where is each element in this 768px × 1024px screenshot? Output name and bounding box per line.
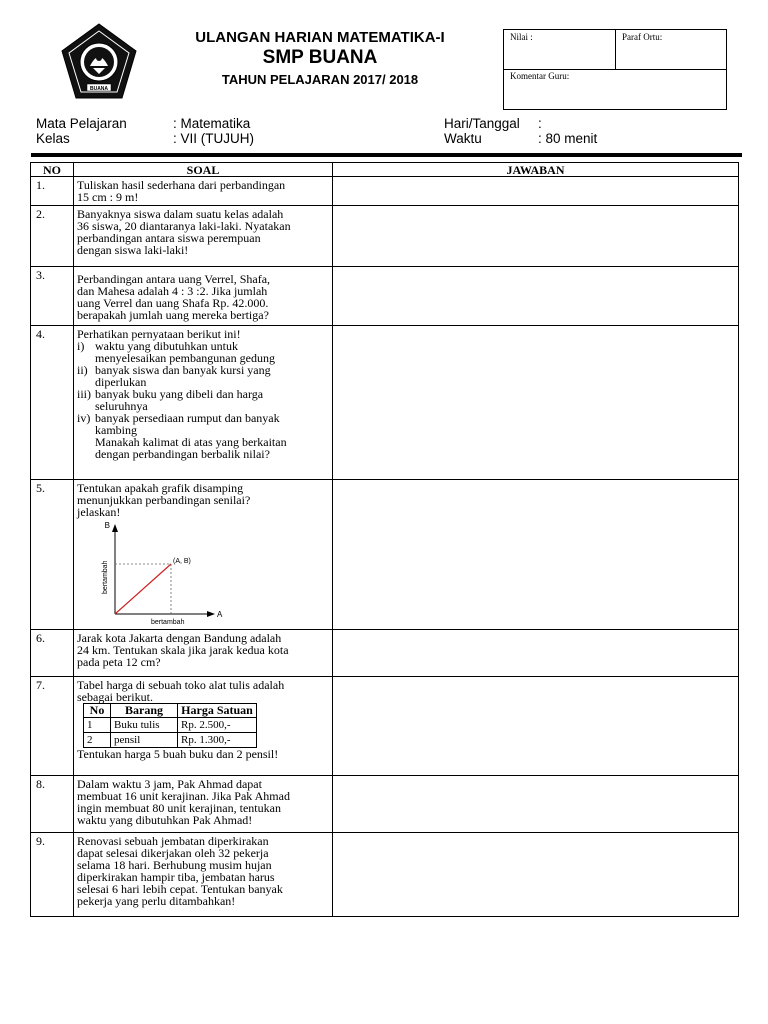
subject-label: Mata Pelajaran — [36, 116, 127, 131]
title-line-1: ULANGAN HARIAN MATEMATIKA-I — [195, 29, 445, 46]
teacher-comment-field[interactable]: Komentar Guru: — [510, 71, 570, 81]
day-label: Hari/Tanggal — [444, 116, 520, 131]
question-table — [30, 162, 739, 917]
table-row — [31, 677, 739, 776]
school-year: TAHUN PELAJARAN 2017/ 2018 — [221, 72, 419, 87]
answer-cell[interactable] — [333, 630, 739, 677]
question-number: 3. — [31, 267, 74, 326]
graph-x-axis-label: A — [217, 610, 223, 619]
question-number: 5. — [31, 480, 74, 630]
question-text: Tabel harga di sebuah toko alat tulis adalah sebagai berikut. No Barang Harga Satuan 1 Buku tulis Rp. 2.500,- 2 pensil Rp. 1.300,- Tentukan harga 5 buah buku dan 2 pensil! — [74, 677, 333, 776]
table-row — [31, 326, 739, 480]
school-name: SMP BUANA — [262, 47, 378, 68]
table-row — [31, 177, 739, 206]
price-row: 1 Buku tulis Rp. 2.500,- — [84, 718, 257, 733]
question-text: Banyaknya siswa dalam suatu kelas adalah 36 siswa, 20 diantaranya laki-laki. Nyatakan perbandingan antara siswa perempuan dengan siswa laki-laki! — [74, 206, 333, 267]
graph-y-caption: bertambah — [102, 560, 109, 594]
question-number: 1. — [31, 177, 74, 206]
question-text: Dalam waktu 3 jam, Pak Ahmad dapat membuat 16 unit kerajinan. Jika Pak Ahmad ingin membuat 80 unit kerajinan, tentukan waktu yang dibutuhkan Pak Ahmad! — [74, 776, 333, 833]
proportion-graph — [79, 518, 229, 626]
graph-y-axis-label: B — [104, 521, 110, 530]
table-row — [31, 480, 739, 630]
question-number: 2. — [31, 206, 74, 267]
answer-cell[interactable] — [333, 267, 739, 326]
subject-value: : Matematika — [173, 116, 251, 131]
question-number: 6. — [31, 630, 74, 677]
graph-line — [115, 564, 171, 614]
answer-cell[interactable] — [333, 206, 739, 267]
table-row — [31, 630, 739, 677]
nilai-field[interactable]: Nilai : — [510, 32, 533, 42]
class-value: : VII (TUJUH) — [173, 131, 254, 146]
time-value: : 80 menit — [538, 131, 598, 146]
graph-point-label: (A, B) — [173, 558, 191, 565]
question-number: 9. — [31, 833, 74, 917]
table-row — [31, 833, 739, 917]
svg-text:BUANA: BUANA — [89, 86, 109, 92]
header-divider — [31, 153, 742, 157]
question-number: 8. — [31, 776, 74, 833]
col-header-no: NO — [31, 163, 74, 177]
price-table: No Barang Harga Satuan 1 Buku tulis Rp. 2.500,- 2 pensil Rp. 1.300,- — [83, 703, 257, 748]
question-text: Perhatikan pernyataan berikut ini! i) waktu yang dibutuhkan untuk menyelesaikan pembangunan gedung ii) banyak siswa dan banyak kursi yang diperlukan iii) banyak buku yang dibeli dan harga seluruhnya iv) banyak persediaan rumput dan banyak kambing Manakah kalimat di atas yang berkaitan dengan perbandingan berbalik nilai? — [74, 326, 333, 480]
question-number: 7. — [31, 677, 74, 776]
col-header-soal: SOAL — [74, 163, 333, 177]
table-row — [31, 776, 739, 833]
question-text: Tentukan apakah grafik disamping menunjukkan perbandingan senilai? jelaskan! B A (A, B) bertambah bertambah — [74, 480, 333, 630]
graph-x-caption: bertambah — [151, 619, 185, 626]
answer-cell[interactable] — [333, 177, 739, 206]
answer-cell[interactable] — [333, 677, 739, 776]
table-row — [31, 267, 739, 326]
question-text: Perbandingan antara uang Verrel, Shafa, dan Mahesa adalah 4 : 3 :2. Jika jumlah uang Verrel dan uang Shafa Rp. 42.000. berapakah jumlah uang mereka bertiga? — [74, 267, 333, 326]
question-number: 4. — [31, 326, 74, 480]
exam-title — [150, 28, 490, 89]
question-text: Jarak kota Jakarta dengan Bandung adalah 24 km. Tentukan skala jika jarak kedua kota pada peta 12 cm? — [74, 630, 333, 677]
col-header-jawaban: JAWABAN — [333, 163, 739, 177]
exam-info — [36, 116, 736, 146]
grade-box — [503, 29, 727, 110]
answer-cell[interactable] — [333, 833, 739, 917]
day-value: : — [538, 116, 542, 131]
class-label: Kelas — [36, 131, 70, 146]
answer-cell[interactable] — [333, 480, 739, 630]
table-row — [31, 206, 739, 267]
school-logo — [60, 22, 138, 102]
answer-cell[interactable] — [333, 776, 739, 833]
answer-cell[interactable] — [333, 326, 739, 480]
time-label: Waktu — [444, 131, 482, 146]
price-row: 2 pensil Rp. 1.300,- — [84, 733, 257, 748]
parent-signature-field[interactable]: Paraf Ortu: — [622, 32, 663, 42]
question-text: Tuliskan hasil sederhana dari perbandingan 15 cm : 9 m! — [74, 177, 333, 206]
question-text: Renovasi sebuah jembatan diperkirakan dapat selesai dikerjakan oleh 32 pekerja selama 18 hari. Berhubung musim hujan diperkirakan hampir tiba, jembatan harus selesai 6 hari lebih cepat. Tentukan banyak pekerja yang perlu ditambahkan! — [74, 833, 333, 917]
